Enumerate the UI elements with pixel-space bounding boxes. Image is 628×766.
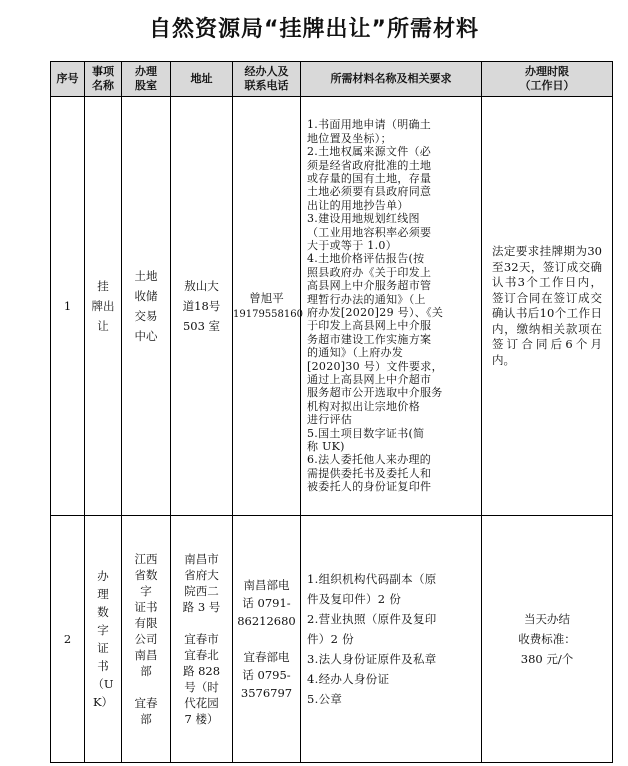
row-address: 南昌市 省府大 院西二 路 3 号 宜春市 宜春北 路 828 号（时 代花园 7 楼）	[171, 516, 233, 763]
header-time: 办理时限 （工作日）	[482, 62, 613, 97]
header-item: 事项 名称	[85, 62, 122, 97]
handler-name: 曾旭平	[249, 291, 284, 305]
row-handler	[233, 97, 301, 516]
row-time: 法定要求挂牌期为30至32天，签订成交确认书3个工作日内，签订合同在签订成交确认书后10个工作日内，缴纳相关款项在签订合同后6个月内。	[482, 97, 613, 516]
row-no: 1	[51, 97, 85, 516]
row-item: 挂 牌出 让	[85, 97, 122, 516]
row-materials: 1.书面用地申请（明确土 地位置及坐标）； 2.土地权属来源文件（必 须是经省政府批准的土地 或存量的国有土地，存量 土地必须要有县政府同意 出让的用地抄告单） 3.建设用地规划红线图 （工业用地容积率必须要 大于或等于 1.0） 4.土地价格评估报告(按 照县政府办《关于印发上 高县网上中介服务超市管 理暂行办法的通知》（上 府办发[2020]29 号）、《关 于印发上高县网上中介服 务超市建设工作实施方案 的通知》（上府办发 [2020]30 号）文件要求， 通过上高县网上中介超市 服务超市公开选取中介服务 机构对拟出让宗地价格 进行评估 5.国土项目数字证书(简 称 UK) 6.法人委托他人来办理的 需提供委托书及委托人和 被委托人的身份证复印件	[301, 97, 482, 516]
table-row	[51, 516, 613, 763]
header-office: 办理 股室	[122, 62, 171, 97]
row-handler: 南昌部电 话 0791- 86212680 宜春部电 话 0795- 3576797	[233, 516, 301, 763]
table-header-row	[51, 62, 613, 97]
row-item: 办 理 数 字 证 书 （U K）	[85, 516, 122, 763]
header-handler: 经办人及 联系电话	[233, 62, 301, 97]
table-row	[51, 97, 613, 516]
handler-phone: 19179558160	[233, 309, 303, 320]
row-time: 当天办结 收费标准： 380 元/个	[482, 516, 613, 763]
row-office: 土地 收储 交易 中心	[122, 97, 171, 516]
materials-table	[50, 61, 613, 763]
header-address: 地址	[171, 62, 233, 97]
row-materials: 1.组织机构代码副本（原 件及复印件）2 份 2.营业执照（原件及复印 件）2 份 3.法人身份证原件及私章 4.经办人身份证 5.公章	[301, 516, 482, 763]
header-materials: 所需材料名称及相关要求	[301, 62, 482, 97]
header-no: 序号	[51, 62, 85, 97]
row-office: 江西 省数 字 证书 有限 公司 南昌 部 宜春 部	[122, 516, 171, 763]
row-address: 敖山大 道18号 503 室	[171, 97, 233, 516]
page-title: 自然资源局“挂牌出让”所需材料	[149, 17, 479, 42]
row-no: 2	[51, 516, 85, 763]
